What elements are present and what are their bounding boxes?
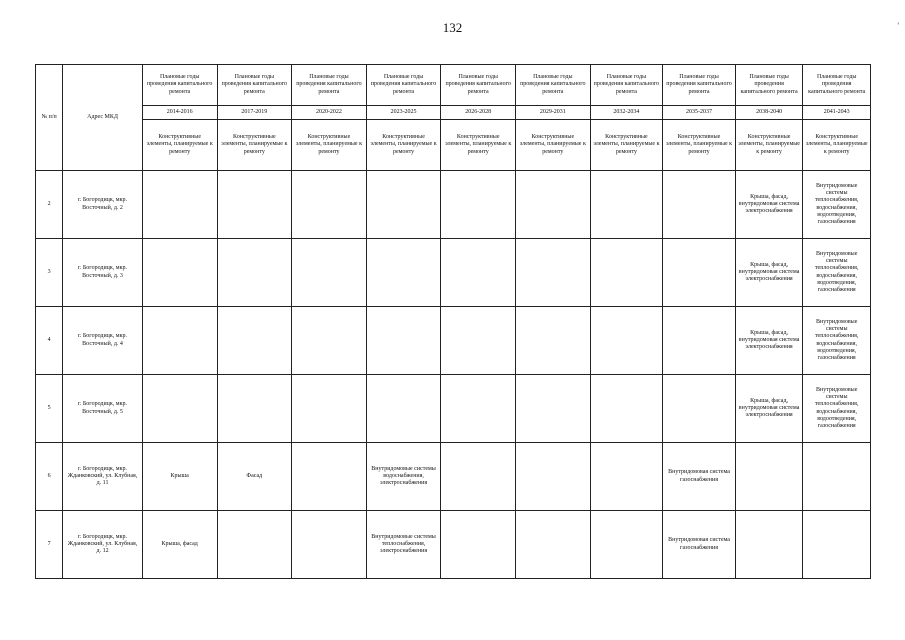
row-address: г. Богородицк, мкр. Восточный, д. 3 [63, 239, 143, 307]
table-cell: Крыша, фасад, внутридомовая система электроснабжения [735, 375, 803, 443]
table-cell [142, 307, 217, 375]
table-cell: Крыша, фасад [142, 511, 217, 579]
table-cell [292, 375, 367, 443]
table-cell [292, 171, 367, 239]
corner-mark: ' [897, 21, 899, 31]
elements-header: Конструктивные элементы, планируемые к ремонту [292, 120, 367, 171]
table-cell [663, 307, 736, 375]
table-cell [217, 375, 292, 443]
table-cell [217, 511, 292, 579]
elements-header: Конструктивные элементы, планируемые к ремонту [803, 120, 871, 171]
table-cell [292, 239, 367, 307]
row-number: 4 [36, 307, 63, 375]
elements-header: Конструктивные элементы, планируемые к ремонту [590, 120, 663, 171]
table-cell [441, 443, 516, 511]
table-row [36, 239, 871, 307]
table-cell [663, 375, 736, 443]
table-cell [366, 375, 441, 443]
table-cell: Крыша, фасад, внутридомовая система электроснабжения [735, 171, 803, 239]
elements-header: Конструктивные элементы, планируемые к ремонту [735, 120, 803, 171]
elements-header: Конструктивные элементы, планируемые к ремонту [663, 120, 736, 171]
table-cell [441, 307, 516, 375]
table-cell [366, 307, 441, 375]
table-cell [441, 239, 516, 307]
table-cell [441, 511, 516, 579]
table-cell [441, 375, 516, 443]
table-row [36, 375, 871, 443]
table-cell: Внутридомовые системы водоснабжения, электроснабжения [366, 443, 441, 511]
row-address: г. Богородицк, мкр. Восточный, д. 5 [63, 375, 143, 443]
period-header: Плановые годы проведения капитального ремонта [590, 65, 663, 106]
row-number: 3 [36, 239, 63, 307]
period-header: Плановые годы проведения капитального ремонта [516, 65, 591, 106]
table-cell [142, 171, 217, 239]
row-number: 6 [36, 443, 63, 511]
table-cell: Внутридомовые системы теплоснабжения, водоснабжения, водоотведения, газоснабжения [803, 307, 871, 375]
table-row [36, 443, 871, 511]
period-header: Плановые годы проведения капитального ремонта [292, 65, 367, 106]
table-cell [663, 239, 736, 307]
table-cell: Внутридомовая система газоснабжения [663, 511, 736, 579]
table-cell [142, 239, 217, 307]
period-header: Плановые годы проведения капитального ремонта [366, 65, 441, 106]
period-header: Плановые годы проведения капитального ремонта [217, 65, 292, 106]
years-header: 2035-2037 [663, 106, 736, 120]
table-cell: Крыша, фасад, внутридомовая система электроснабжения [735, 239, 803, 307]
table-cell [292, 511, 367, 579]
table-cell [217, 307, 292, 375]
row-address: г. Богородицк, мкр. Восточный, д. 4 [63, 307, 143, 375]
header-row-periods [36, 65, 871, 106]
row-address: г. Богородицк, мкр. Жданковский, ул. Клубная, д. 11 [63, 443, 143, 511]
years-header: 2029-2031 [516, 106, 591, 120]
row-number: 7 [36, 511, 63, 579]
years-header: 2017-2019 [217, 106, 292, 120]
header-row-years [36, 106, 871, 120]
period-header: Плановые годы проведения капитального ремонта [441, 65, 516, 106]
table-cell [590, 171, 663, 239]
elements-header: Конструктивные элементы, планируемые к ремонту [516, 120, 591, 171]
table-cell [217, 239, 292, 307]
table-cell [292, 307, 367, 375]
row-number: 2 [36, 171, 63, 239]
elements-header: Конструктивные элементы, планируемые к ремонту [366, 120, 441, 171]
years-header: 2023-2025 [366, 106, 441, 120]
capital-repair-table [35, 64, 871, 579]
table-cell [516, 239, 591, 307]
table-cell [516, 511, 591, 579]
table-cell: Внутридомовые системы теплоснабжения, водоснабжения, водоотведения, газоснабжения [803, 239, 871, 307]
table-cell [516, 307, 591, 375]
table-cell [735, 511, 803, 579]
header-row-elements [36, 120, 871, 171]
table-cell: Крыша, фасад, внутридомовая система электроснабжения [735, 307, 803, 375]
period-header: Плановые годы проведения капитального ремонта [142, 65, 217, 106]
table-cell [366, 171, 441, 239]
table-cell [590, 307, 663, 375]
table-row [36, 307, 871, 375]
table-cell [516, 171, 591, 239]
table-cell: Внутридомовая система газоснабжения [663, 443, 736, 511]
table-cell [217, 171, 292, 239]
table-cell [366, 239, 441, 307]
table-cell: Внутридомовые системы теплоснабжения, электроснабжения [366, 511, 441, 579]
table-cell [590, 239, 663, 307]
years-header: 2041-2043 [803, 106, 871, 120]
years-header: 2020-2022 [292, 106, 367, 120]
period-header: Плановые годы проведения капитального ремонта [663, 65, 736, 106]
period-header: Плановые годы проведения капитального ремонта [735, 65, 803, 106]
table-cell: Внутридомовые системы теплоснабжения, водоснабжения, водоотведения, газоснабжения [803, 375, 871, 443]
years-header: 2014-2016 [142, 106, 217, 120]
years-header: 2038-2040 [735, 106, 803, 120]
row-address: г. Богородицк, мкр. Жданковский, ул. Клубная, д. 12 [63, 511, 143, 579]
table-cell [516, 443, 591, 511]
table-cell [803, 443, 871, 511]
period-header: Плановые годы проведения капитального ремонта [803, 65, 871, 106]
page-number: 132 [442, 20, 463, 35]
years-header: 2032-2034 [590, 106, 663, 120]
table-cell [663, 171, 736, 239]
table-cell [292, 443, 367, 511]
row-number: 5 [36, 375, 63, 443]
table-cell [803, 511, 871, 579]
row-address: г. Богородицк, мкр. Восточный, д. 2 [63, 171, 143, 239]
elements-header: Конструктивные элементы, планируемые к ремонту [217, 120, 292, 171]
table-row [36, 171, 871, 239]
table-cell [590, 511, 663, 579]
num-header: № п/п [36, 65, 63, 171]
table-cell [735, 443, 803, 511]
elements-header: Конструктивные элементы, планируемые к ремонту [142, 120, 217, 171]
table-cell [142, 375, 217, 443]
years-header: 2026-2028 [441, 106, 516, 120]
address-header: Адрес МКД [63, 65, 143, 171]
table-row [36, 511, 871, 579]
table-cell: Внутридомовые системы теплоснабжения, водоснабжения, водоотведения, газоснабжения [803, 171, 871, 239]
elements-header: Конструктивные элементы, планируемые к ремонту [441, 120, 516, 171]
table-cell: Крыша [142, 443, 217, 511]
table-cell [590, 375, 663, 443]
table-cell: Фасад [217, 443, 292, 511]
table-cell [516, 375, 591, 443]
table-cell [590, 443, 663, 511]
table-cell [441, 171, 516, 239]
